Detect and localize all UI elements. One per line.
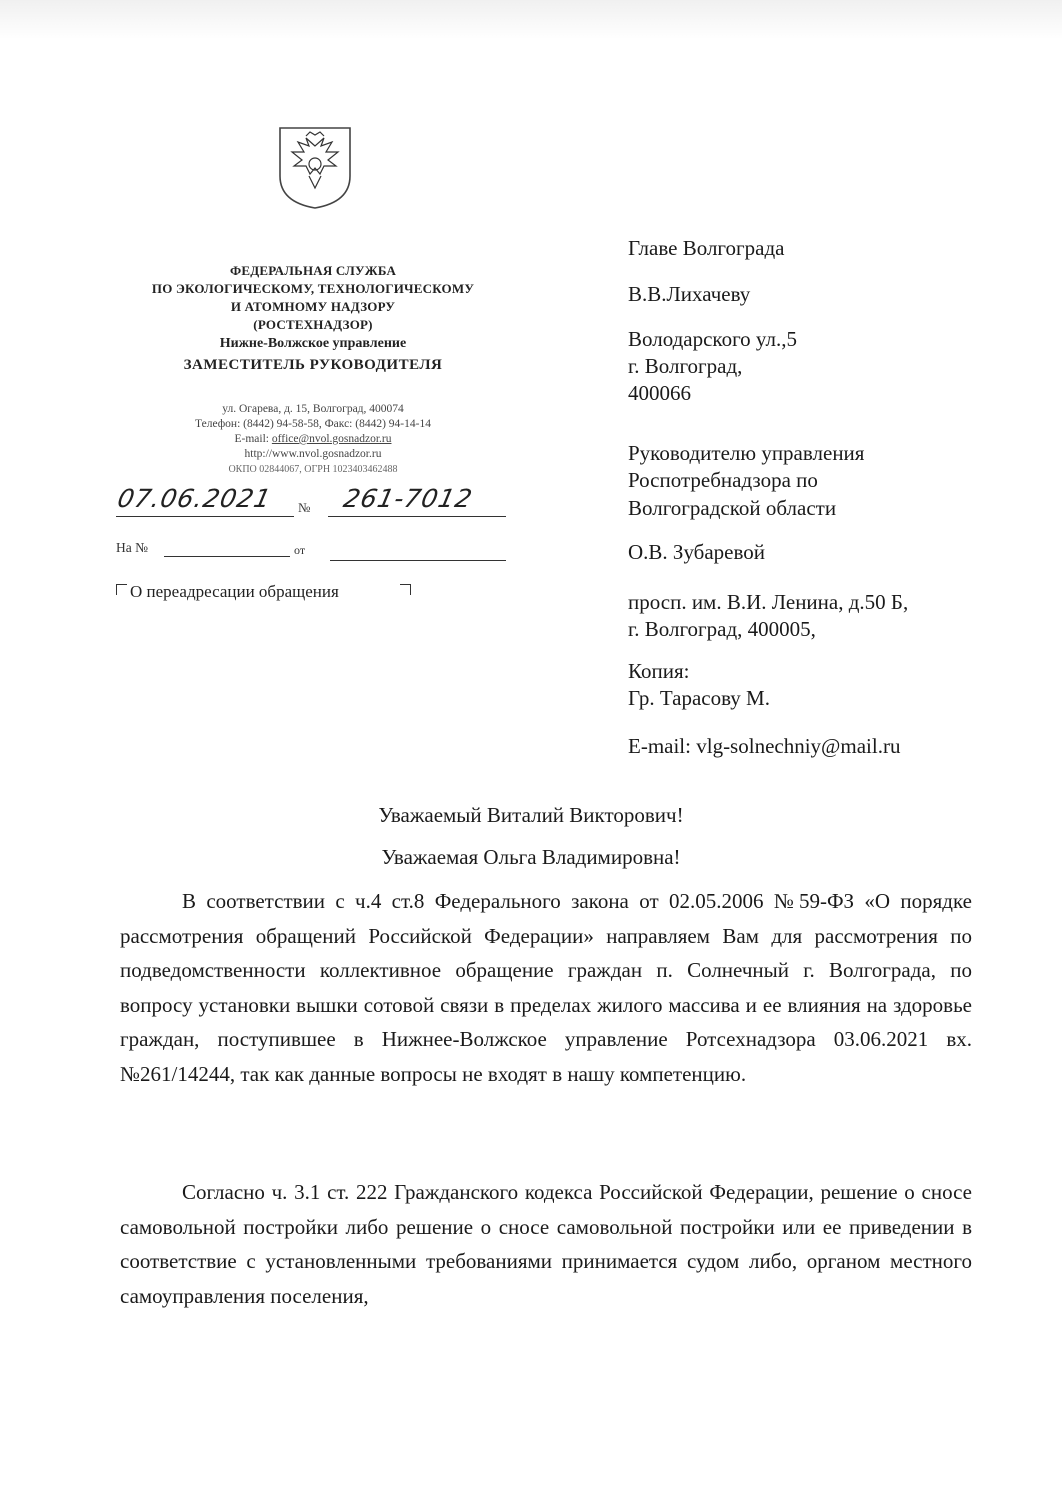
- copy-recipient-email[interactable]: E-mail: vlg-solnechniy@mail.ru: [628, 734, 901, 758]
- reference-label: На №: [116, 540, 148, 555]
- recipient1-name: В.В.Лихачеву: [628, 282, 751, 306]
- org-line: ПО ЭКОЛОГИЧЕСКОМУ, ТЕХНОЛОГИЧЕСКОМУ: [151, 281, 475, 296]
- org-line: И АТОМНОМУ НАДЗОРУ: [230, 299, 396, 314]
- sender-phones: Телефон: (8442) 94-58-58, Факс: (8442) 94-14-14: [195, 418, 431, 430]
- greeting-line-2: Уважаемая Ольга Владимировна!: [381, 845, 681, 869]
- recipient2-title: Руководителю управления: [628, 441, 865, 465]
- number-underline: [328, 516, 506, 517]
- greeting-line-1: Уважаемый Виталий Викторович!: [378, 803, 684, 827]
- recipient1-postcode: 400066: [628, 381, 691, 405]
- sender-position: ЗАМЕСТИТЕЛЬ РУКОВОДИТЕЛЯ: [183, 357, 443, 373]
- letter-subject: О переадресации обращения: [130, 582, 339, 601]
- recipient1-title: Главе Волгограда: [628, 236, 785, 260]
- recipient1-address: Володарского ул.,5: [628, 327, 797, 351]
- recipient2-region: Волгоградской области: [628, 496, 837, 520]
- reference-from-label: от: [294, 543, 306, 557]
- scan-shadow: [0, 0, 1062, 40]
- email-label: E-mail:: [234, 433, 272, 445]
- org-line: ФЕДЕРАЛЬНАЯ СЛУЖБА: [229, 263, 397, 278]
- recipient2-address: просп. им. В.И. Ленина, д.50 Б,: [628, 590, 909, 614]
- sender-contacts: [110, 402, 516, 477]
- body-paragraph-2: Согласно ч. 3.1 ст. 222 Гражданского кодекса Российской Федерации, решение о сносе самовольной постройки либо решение о сносе самовольной постройки или ее приведении в соответствие с установленными требованиями принимается судом либо, органом местного самоуправления поселения,: [120, 1180, 972, 1308]
- number-label: №: [298, 500, 311, 515]
- sender-organization: [110, 262, 516, 376]
- registration-number: 261-7012: [340, 484, 476, 513]
- subject-corner-right: [400, 584, 411, 595]
- registration-line: [116, 486, 508, 520]
- reference-number-blank: [164, 556, 290, 557]
- reference-date-blank: [330, 560, 506, 561]
- sender-email-link[interactable]: office@nvol.gosnadzor.ru: [271, 433, 392, 445]
- sender-department: Нижне-Волжское управление: [219, 336, 407, 351]
- body-paragraph-1: В соответствии с ч.4 ст.8 Федерального закона от 02.05.2006 №59-ФЗ «О порядке рассмотрения обращений Российской Федерации» направляем Вам для рассмотрения по подведомственности коллективное обращение граждан п. Солнечный г. Волгограда, по вопросу установки вышки сотовой связи в пределах жилого массива и ее влияния на здоровье граждан, поступившее в Нижнее-Волжское управление Ротсехнадзора 03.06.2021 вх.№261/14244, так как данные вопросы не входят в нашу компетенцию.: [120, 889, 972, 1086]
- recipient2-title-cont: Роспотребнадзора по: [628, 468, 818, 492]
- recipient2-city: г. Волгоград, 400005,: [628, 617, 816, 641]
- recipient1-city: г. Волгоград,: [628, 354, 743, 378]
- coat-of-arms-emblem: [276, 124, 354, 210]
- recipient2-name: О.В. Зубаревой: [628, 540, 766, 564]
- sender-email-line: [110, 432, 516, 447]
- sender-address: ул. Огарева, д. 15, Волгоград, 400074: [222, 403, 404, 415]
- copy-label: Копия:: [628, 659, 690, 683]
- registration-date: 07.06.2021: [114, 484, 275, 513]
- copy-recipient-name: Гр. Тарасову М.: [628, 686, 770, 710]
- date-underline: [116, 516, 294, 517]
- sender-codes: ОКПО 02844067, ОГРН 1023403462488: [228, 464, 398, 475]
- sender-website[interactable]: http://www.nvol.gosnadzor.ru: [244, 448, 382, 460]
- org-line: (РОСТЕХНАДЗОР): [253, 317, 373, 332]
